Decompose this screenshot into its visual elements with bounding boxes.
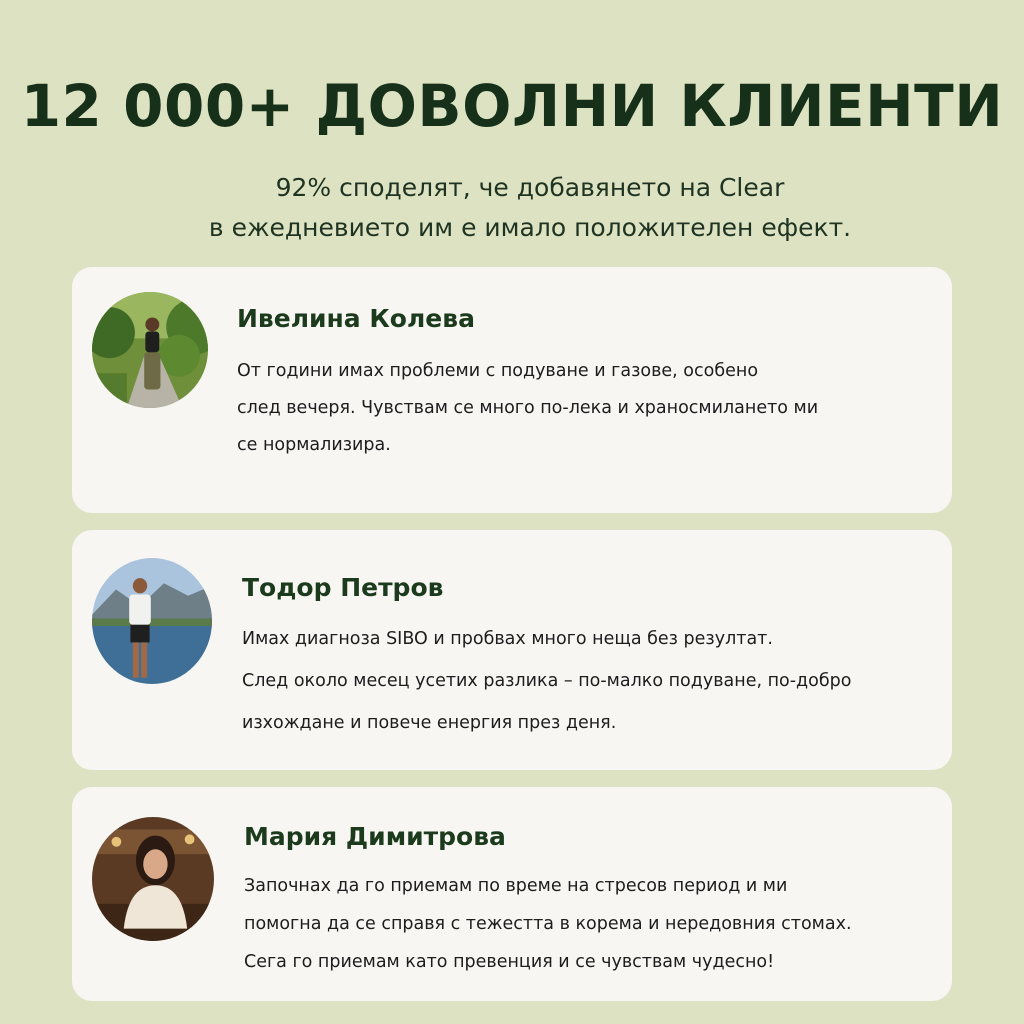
testimonial-line: се нормализира. — [237, 435, 391, 455]
page-title: 12 000+ ДОВОЛНИ КЛИЕНТИ — [20, 72, 1004, 140]
avatar-photo — [92, 292, 208, 408]
testimonial-line: След около месец усетих разлика – по-малко подуване, по-добро — [242, 671, 852, 691]
testimonial-line: изхождане и повече енергия през деня. — [242, 713, 617, 733]
testimonial-card — [72, 530, 952, 770]
page-subtitle — [0, 168, 1024, 248]
customer-name: Мария Димитрова — [244, 822, 506, 851]
subtitle-line: в ежедневието им е имало положителен ефект. — [208, 213, 852, 242]
testimonial-line: От години имах проблеми с подуване и газове, особено — [237, 361, 759, 381]
avatar-photo — [92, 558, 212, 684]
testimonial-text — [242, 618, 851, 744]
customer-name: Тодор Петров — [242, 573, 444, 602]
testimonial-line: Сега го приемам като превенция и се чувствам чудесно! — [244, 952, 775, 972]
testimonial-line: помогна да се справя с тежестта в корема и нередовния стомах. — [244, 914, 852, 934]
testimonial-line: след вечеря. Чувствам се много по-лека и храносмилането ми — [237, 398, 819, 418]
testimonial-card — [72, 267, 952, 513]
customer-name: Ивелина Колева — [237, 304, 475, 333]
testimonial-line: Имах диагноза SIBO и пробвах много неща без резултат. — [242, 629, 773, 649]
testimonial-card — [72, 787, 952, 1001]
testimonial-text — [237, 353, 818, 464]
avatar — [92, 817, 214, 941]
avatar-photo — [92, 817, 214, 941]
avatar — [92, 292, 208, 408]
avatar — [92, 558, 212, 684]
testimonial-text — [244, 867, 852, 981]
subtitle-line: 92% споделят, че добавянето на Clear — [275, 173, 785, 202]
testimonial-line: Започнах да го приемам по време на стресов период и ми — [244, 876, 788, 896]
